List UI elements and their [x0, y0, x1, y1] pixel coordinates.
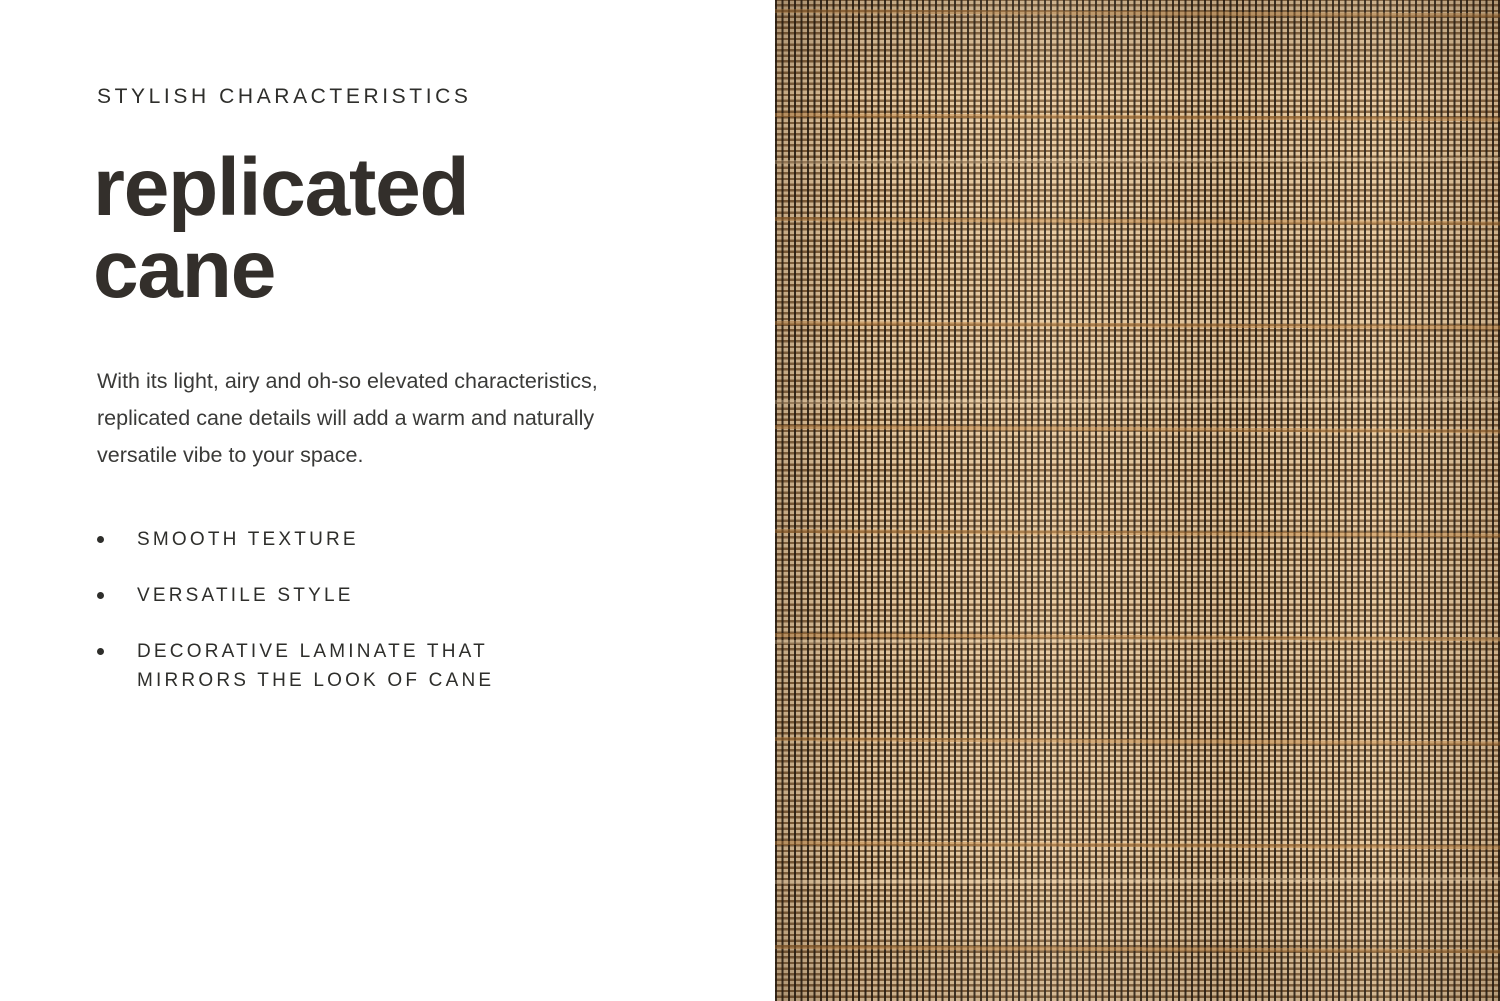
list-item	[97, 526, 685, 555]
page-title-line-2: cane	[93, 224, 276, 316]
feature-list	[97, 526, 685, 696]
slub-thread-layer	[775, 0, 1500, 1001]
bullet-icon	[97, 648, 104, 655]
list-item-label: VERSATILE STYLE	[137, 584, 354, 606]
bullet-icon	[97, 536, 104, 543]
list-item	[97, 582, 685, 611]
eyebrow-label: STYLISH CHARACTERISTICS	[97, 85, 472, 108]
page-title-line-1: replicated	[93, 142, 469, 234]
list-item-label: SMOOTH TEXTURE	[137, 529, 359, 551]
list-item-label-continued: MIRRORS THE LOOK OF CANE	[137, 669, 495, 691]
bullet-icon	[97, 592, 104, 599]
list-item	[97, 638, 685, 696]
list-item-label: DECORATIVE LAMINATE THAT	[137, 640, 488, 662]
body-copy: With its light, airy and oh-so elevated characteristics, replicated cane details will add a warm and naturally versatile vibe to your space.	[97, 369, 598, 468]
page-title	[93, 142, 653, 316]
cane-texture-image	[775, 0, 1500, 1001]
